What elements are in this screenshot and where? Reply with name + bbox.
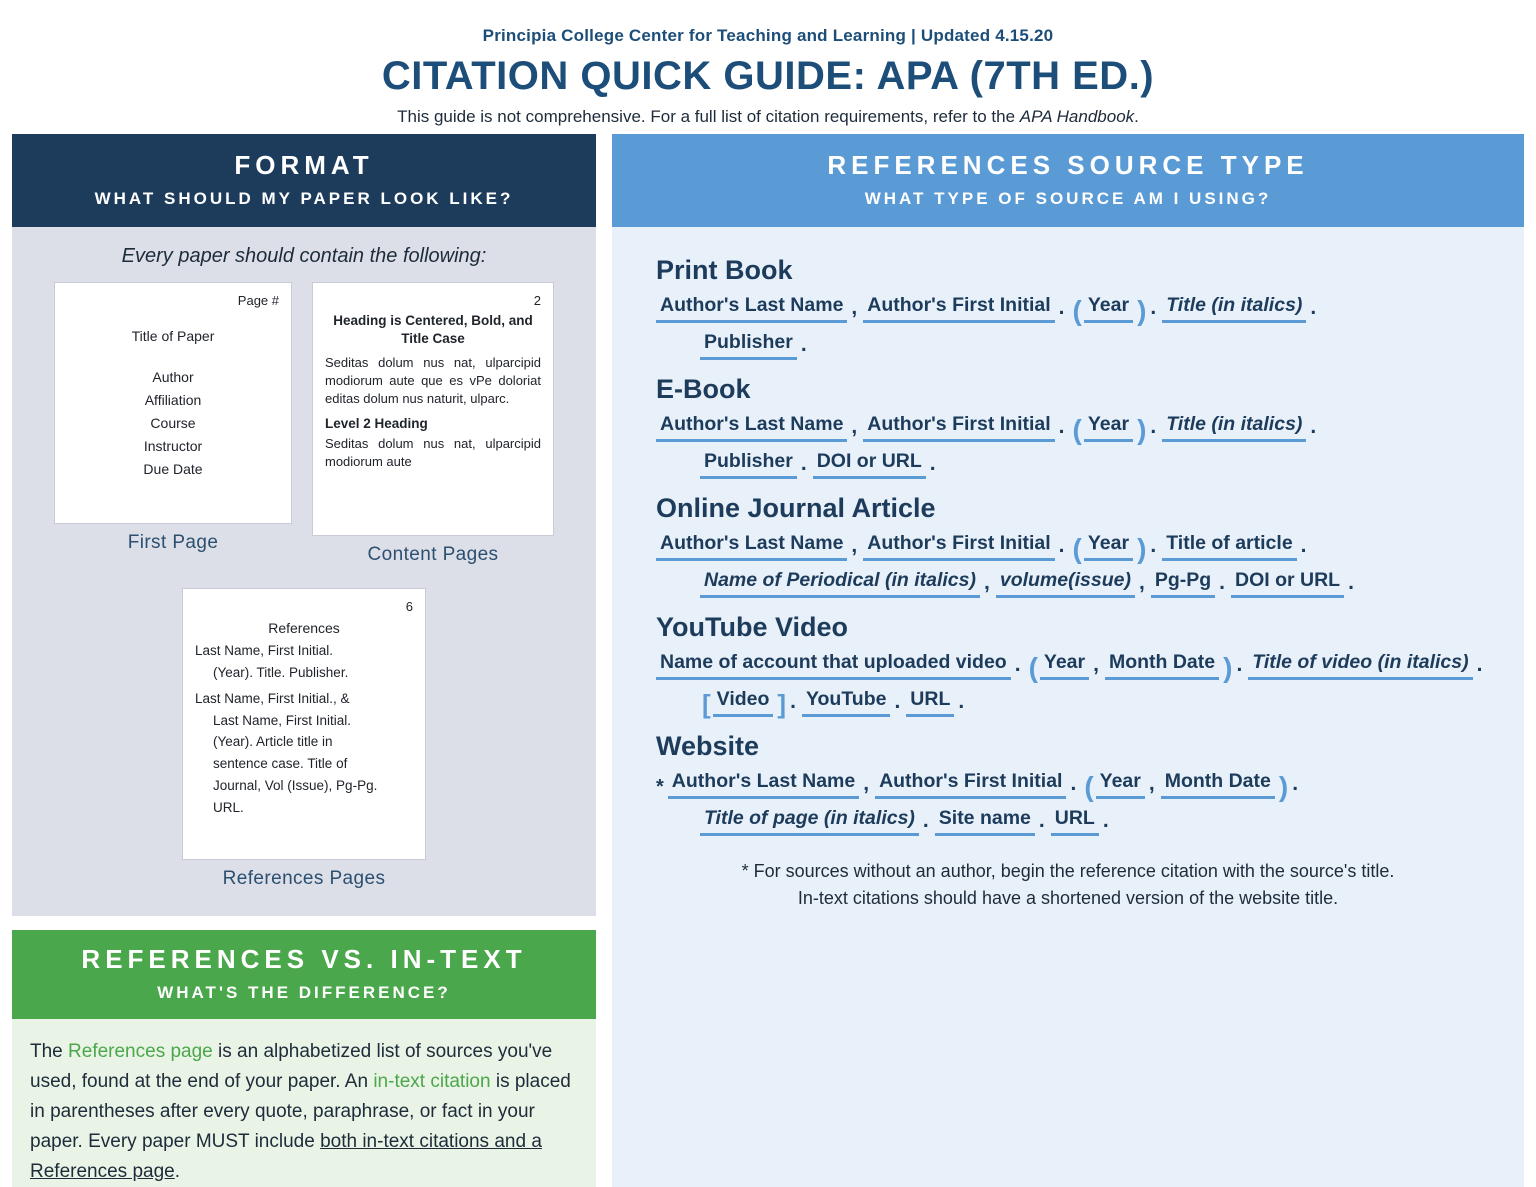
citation-formula-line <box>634 450 1502 479</box>
refs-vs-intext-title: REFERENCES VS. IN-TEXT <box>81 944 527 974</box>
citation-element-italic: Title (in italics) <box>1162 413 1306 442</box>
citation-element: Title of article <box>1162 532 1296 561</box>
citation-element: Year <box>1040 651 1089 680</box>
citation-punctuation: . <box>1476 653 1483 676</box>
first-page-info-block <box>67 366 279 481</box>
citation-punctuation: . <box>958 690 965 713</box>
citation-punctuation: . <box>1348 571 1354 594</box>
source-type-name: E-Book <box>656 374 751 404</box>
citation-element-italic: Title of video (in italics) <box>1248 651 1472 680</box>
citation-formula-line <box>634 770 1502 802</box>
citation-punctuation: , <box>851 534 858 557</box>
citation-punctuation: . <box>800 452 807 475</box>
citation-element-italic: Title of page (in italics) <box>700 807 919 836</box>
citation-punctuation: , <box>984 571 990 594</box>
citation-formula-line <box>634 413 1502 445</box>
citation-element-italic: Title (in italics) <box>1162 294 1306 323</box>
citation-element: Name of account that uploaded video <box>656 651 1011 680</box>
source-type-name: Online Journal Article <box>656 493 936 523</box>
citation-punctuation: , <box>1148 772 1155 795</box>
citation-formula-line <box>634 294 1502 326</box>
references-entry2-line5: Journal, Vol (Issue), Pg-Pg. <box>213 778 378 794</box>
rvi-green-references-page: References page <box>68 1041 213 1062</box>
citation-element: Year <box>1096 770 1145 799</box>
citation-asterisk: * <box>656 776 664 798</box>
citation-punctuation: . <box>1300 534 1307 557</box>
source-type-group <box>634 255 1502 360</box>
citation-punctuation: . <box>1292 772 1299 795</box>
citation-parenthesis: ( <box>1072 413 1082 445</box>
citation-formula-line <box>634 569 1502 598</box>
source-type-subtitle: WHAT TYPE OF SOURCE AM I USING? <box>864 189 1272 208</box>
content-page-body: Seditas dolum nus nat, ulparcipid modiorum aute que es vPe doloriat editas dolum nus naturit, ulparc. <box>325 355 541 407</box>
references-page-number: 6 <box>405 599 413 614</box>
citation-punctuation: . <box>800 333 807 356</box>
first-page-mock <box>54 282 292 524</box>
references-entry1-line1: Last Name, First Initial. <box>195 643 334 658</box>
citation-parenthesis: ) <box>1137 532 1147 564</box>
citation-punctuation: . <box>1310 296 1317 319</box>
citation-parenthesis: ) <box>1137 413 1147 445</box>
citation-element: Site name <box>935 807 1035 836</box>
rvi-text-3: is placed in parentheses after every quote, paraphrase, or fact in your paper. Every paper MUST include <box>30 1071 571 1153</box>
format-panel-subtitle: WHAT SHOULD MY PAPER LOOK LIKE? <box>94 189 514 208</box>
citation-punctuation: . <box>1310 415 1317 438</box>
citation-punctuation: . <box>1102 809 1109 832</box>
references-entry2-line4: sentence case. Title of <box>213 756 348 772</box>
references-entry-2 <box>195 688 413 819</box>
citation-punctuation: , <box>863 772 870 795</box>
content-page-caption: Content Pages <box>367 544 499 565</box>
refs-vs-intext-header <box>12 930 596 1019</box>
citation-punctuation: . <box>1058 296 1065 319</box>
subtitle-handbook: APA Handbook <box>1019 107 1135 126</box>
citation-bracket: ] <box>777 689 787 720</box>
citation-punctuation: , <box>1093 653 1099 676</box>
citation-element: DOI or URL <box>813 450 926 479</box>
subtitle-post: . <box>1134 107 1139 126</box>
content-page-heading: Heading is Centered, Bold, and Title Case <box>333 313 533 347</box>
references-page-heading: References <box>268 620 340 636</box>
rvi-green-in-text-citation: in-text citation <box>373 1071 491 1093</box>
first-page-line: Affiliation <box>144 392 202 409</box>
citation-element: Author's Last Name <box>656 413 847 442</box>
paper-examples-row <box>26 282 582 566</box>
citation-formula-line <box>634 807 1502 836</box>
source-type-header <box>612 134 1524 227</box>
source-type-group <box>634 731 1502 836</box>
left-column <box>12 134 596 1187</box>
source-type-footnote <box>634 858 1502 912</box>
citation-element: Author's Last Name <box>668 770 859 799</box>
citation-element: YouTube <box>802 688 891 717</box>
citation-parenthesis: ( <box>1028 651 1038 683</box>
citation-punctuation: . <box>1070 772 1077 795</box>
citation-punctuation: . <box>1038 809 1045 832</box>
references-page-example <box>26 588 582 890</box>
first-page-line: Due Date <box>143 461 203 478</box>
references-entry2-line6: URL. <box>213 800 244 816</box>
citation-punctuation: . <box>1058 415 1065 438</box>
page-subtitle <box>0 107 1536 127</box>
footnote-line-1: * For sources without an author, begin the reference citation with the source's title. <box>741 861 1395 881</box>
citation-element: Author's Last Name <box>656 532 847 561</box>
citation-element: Year <box>1084 413 1133 442</box>
citation-parenthesis: ) <box>1223 651 1233 683</box>
citation-parenthesis: ( <box>1084 770 1094 802</box>
citation-punctuation: . <box>894 690 901 713</box>
citation-punctuation: . <box>1150 415 1157 438</box>
citation-element: Month Date <box>1161 770 1275 799</box>
source-type-group <box>634 493 1502 598</box>
first-page-line: Instructor <box>143 438 203 455</box>
citation-element: Pg-Pg <box>1151 569 1215 598</box>
citation-element: DOI or URL <box>1231 569 1344 598</box>
citation-punctuation: . <box>1014 653 1021 676</box>
header-kicker: Principia College Center for Teaching and Learning | Updated 4.15.20 <box>482 26 1054 45</box>
first-page-line: Author <box>152 369 194 385</box>
subtitle-pre: This guide is not comprehensive. For a full list of citation requirements, refer to the <box>397 107 1020 126</box>
citation-parenthesis: ) <box>1137 294 1147 326</box>
first-page-title-line: Title of Paper <box>131 328 215 344</box>
citation-parenthesis: ) <box>1278 770 1289 802</box>
citation-formula-line <box>634 651 1502 683</box>
references-entry1-line2: (Year). Title. Publisher. <box>213 664 349 680</box>
citation-formula-line <box>634 331 1502 360</box>
citation-element: Author's Last Name <box>656 294 847 323</box>
citation-element-volume: volume(issue) <box>996 569 1135 598</box>
content-page-number: 2 <box>533 293 541 308</box>
source-type-name: Print Book <box>656 255 793 285</box>
citation-element: Author's First Initial <box>863 294 1054 323</box>
citation-bracket: [ <box>702 689 711 720</box>
format-panel-body <box>12 227 596 916</box>
citation-formula-line <box>634 532 1502 564</box>
citation-element: Publisher <box>700 450 797 479</box>
page-header <box>0 0 1536 127</box>
citation-formula-line <box>634 688 1502 720</box>
citation-element: Author's First Initial <box>863 532 1054 561</box>
citation-punctuation: , <box>851 415 858 438</box>
references-entry2-line3: (Year). Article title in <box>213 734 333 750</box>
citation-parenthesis: ( <box>1072 532 1082 564</box>
citation-punctuation: . <box>1219 571 1225 594</box>
citation-element: Publisher <box>700 331 797 360</box>
citation-element: Year <box>1084 532 1133 561</box>
right-column <box>612 134 1524 1187</box>
content-page-mock <box>312 282 554 536</box>
citation-element: Author's First Initial <box>875 770 1066 799</box>
citation-punctuation: , <box>851 296 858 319</box>
citation-punctuation: . <box>1150 296 1157 319</box>
references-entry-1 <box>195 640 413 684</box>
refs-vs-intext-body <box>12 1019 596 1187</box>
citation-punctuation: . <box>1236 653 1243 676</box>
citation-punctuation: . <box>790 690 796 713</box>
citation-element: Video <box>713 688 774 717</box>
citation-punctuation: . <box>1150 534 1157 557</box>
references-entry2-line2: Last Name, First Initial. <box>213 712 352 728</box>
source-type-group <box>634 374 1502 479</box>
format-panel <box>12 134 596 916</box>
source-type-body <box>612 227 1524 1187</box>
source-type-name: YouTube Video <box>656 612 849 642</box>
references-vs-intext-panel <box>12 930 596 1187</box>
citation-punctuation: , <box>1138 571 1145 594</box>
rvi-text-1: The <box>30 1041 69 1062</box>
first-page-number: Page # <box>237 293 279 308</box>
citation-element: URL <box>906 688 954 717</box>
citation-punctuation: . <box>922 809 929 832</box>
citation-element: Year <box>1084 294 1133 323</box>
format-intro-text: Every paper should contain the following: <box>121 245 487 267</box>
refs-vs-intext-subtitle: WHAT'S THE DIFFERENCE? <box>157 983 451 1002</box>
first-page-line: Course <box>150 415 196 432</box>
citation-element: Month Date <box>1105 651 1219 680</box>
content-page-example <box>312 282 554 566</box>
rvi-text-4: . <box>174 1161 180 1183</box>
first-page-example <box>54 282 292 554</box>
content-page-body2: Seditas dolum nus nat, ulparcipid modiorum aute <box>325 436 541 470</box>
references-entry2-line1: Last Name, First Initial., & <box>195 690 350 706</box>
citation-element: Author's First Initial <box>863 413 1054 442</box>
first-page-caption: First Page <box>127 532 219 553</box>
references-page-caption: References Pages <box>222 868 386 889</box>
rvi-underlined-clause: both in-text citations and a References page <box>30 1131 542 1183</box>
rvi-text-2: is an alphabetized list of sources you've used, found at the end of your paper. An <box>30 1041 553 1093</box>
citation-parenthesis: ( <box>1072 294 1082 326</box>
citation-element: URL <box>1051 807 1099 836</box>
source-type-name: Website <box>656 731 760 761</box>
citation-punctuation: . <box>1058 534 1065 557</box>
citation-element-italic: Name of Periodical (in italics) <box>700 569 980 598</box>
footnote-line-2: In-text citations should have a shortened version of the website title. <box>797 888 1339 908</box>
source-type-title: REFERENCES SOURCE TYPE <box>827 150 1309 180</box>
format-panel-header <box>12 134 596 227</box>
content-page-level2-heading: Level 2 Heading <box>325 416 428 432</box>
source-type-group <box>634 612 1502 720</box>
references-page-mock <box>182 588 426 860</box>
source-type-groups <box>634 255 1502 836</box>
format-panel-title: FORMAT <box>234 150 374 180</box>
citation-punctuation: . <box>929 452 936 475</box>
page-title: CITATION QUICK GUIDE: APA (7TH ED.) <box>381 54 1155 98</box>
